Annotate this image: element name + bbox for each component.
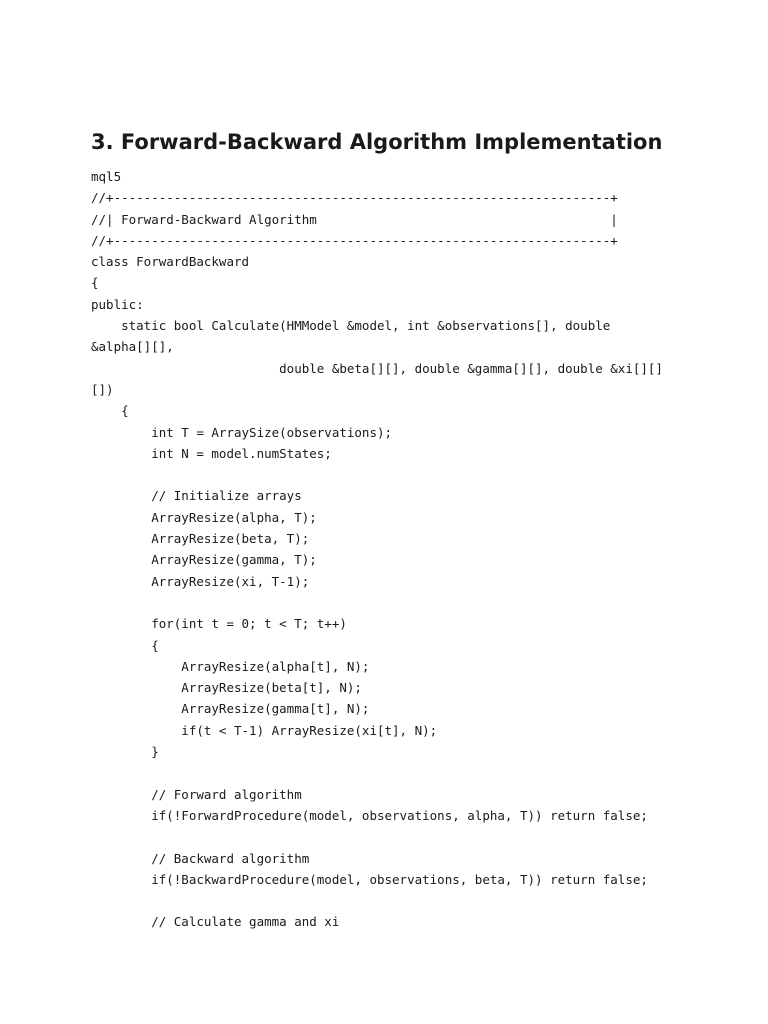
code-line xyxy=(91,592,731,613)
code-line: int T = ArraySize(observations); xyxy=(91,424,393,440)
section-heading: 3. Forward-Backward Algorithm Implementation xyxy=(91,130,663,154)
code-line: double &beta[][], double &gamma[][], double &xi[][] xyxy=(91,360,663,376)
code-line: } xyxy=(91,744,159,760)
code-line: { xyxy=(91,403,129,419)
code-line: ArrayResize(alpha, T); xyxy=(91,509,317,525)
code-line: ArrayResize(alpha[t], N); xyxy=(91,658,370,674)
code-line xyxy=(91,826,731,847)
code-line: ArrayResize(gamma[t], N); xyxy=(91,701,370,717)
code-line: int N = model.numStates; xyxy=(91,445,332,461)
code-line: if(t < T-1) ArrayResize(xi[t], N); xyxy=(91,722,438,738)
code-line: //+------------------------------------------------------------------+ xyxy=(91,190,618,206)
code-line: // Initialize arrays xyxy=(91,488,302,504)
code-line: //| Forward-Backward Algorithm | xyxy=(91,211,618,227)
code-line: for(int t = 0; t < T; t++) xyxy=(91,616,347,632)
code-line xyxy=(91,762,731,783)
code-line: //+------------------------------------------------------------------+ xyxy=(91,232,618,248)
code-block xyxy=(91,166,731,933)
code-line: ArrayResize(xi, T-1); xyxy=(91,573,310,589)
code-line: public: xyxy=(91,296,144,312)
code-line xyxy=(91,464,731,485)
code-line: { xyxy=(91,637,159,653)
code-line: // Calculate gamma and xi xyxy=(91,914,340,930)
code-line: if(!BackwardProcedure(model, observations, beta, T)) return false; xyxy=(91,871,648,887)
code-line: []) xyxy=(91,381,114,397)
code-line: ArrayResize(beta, T); xyxy=(91,531,310,547)
code-line xyxy=(91,890,731,911)
code-line: // Backward algorithm xyxy=(91,850,310,866)
code-line: mql5 xyxy=(91,169,122,184)
code-line: { xyxy=(91,275,99,291)
code-line: ArrayResize(beta[t], N); xyxy=(91,680,362,696)
code-line: // Forward algorithm xyxy=(91,786,302,802)
code-line: class ForwardBackward xyxy=(91,254,250,270)
code-line: if(!ForwardProcedure(model, observations, alpha, T)) return false; xyxy=(91,807,648,823)
code-line: &alpha[][], xyxy=(91,339,174,355)
code-line: ArrayResize(gamma, T); xyxy=(91,552,317,568)
code-line: static bool Calculate(HMModel &model, int &observations[], double xyxy=(91,318,611,334)
